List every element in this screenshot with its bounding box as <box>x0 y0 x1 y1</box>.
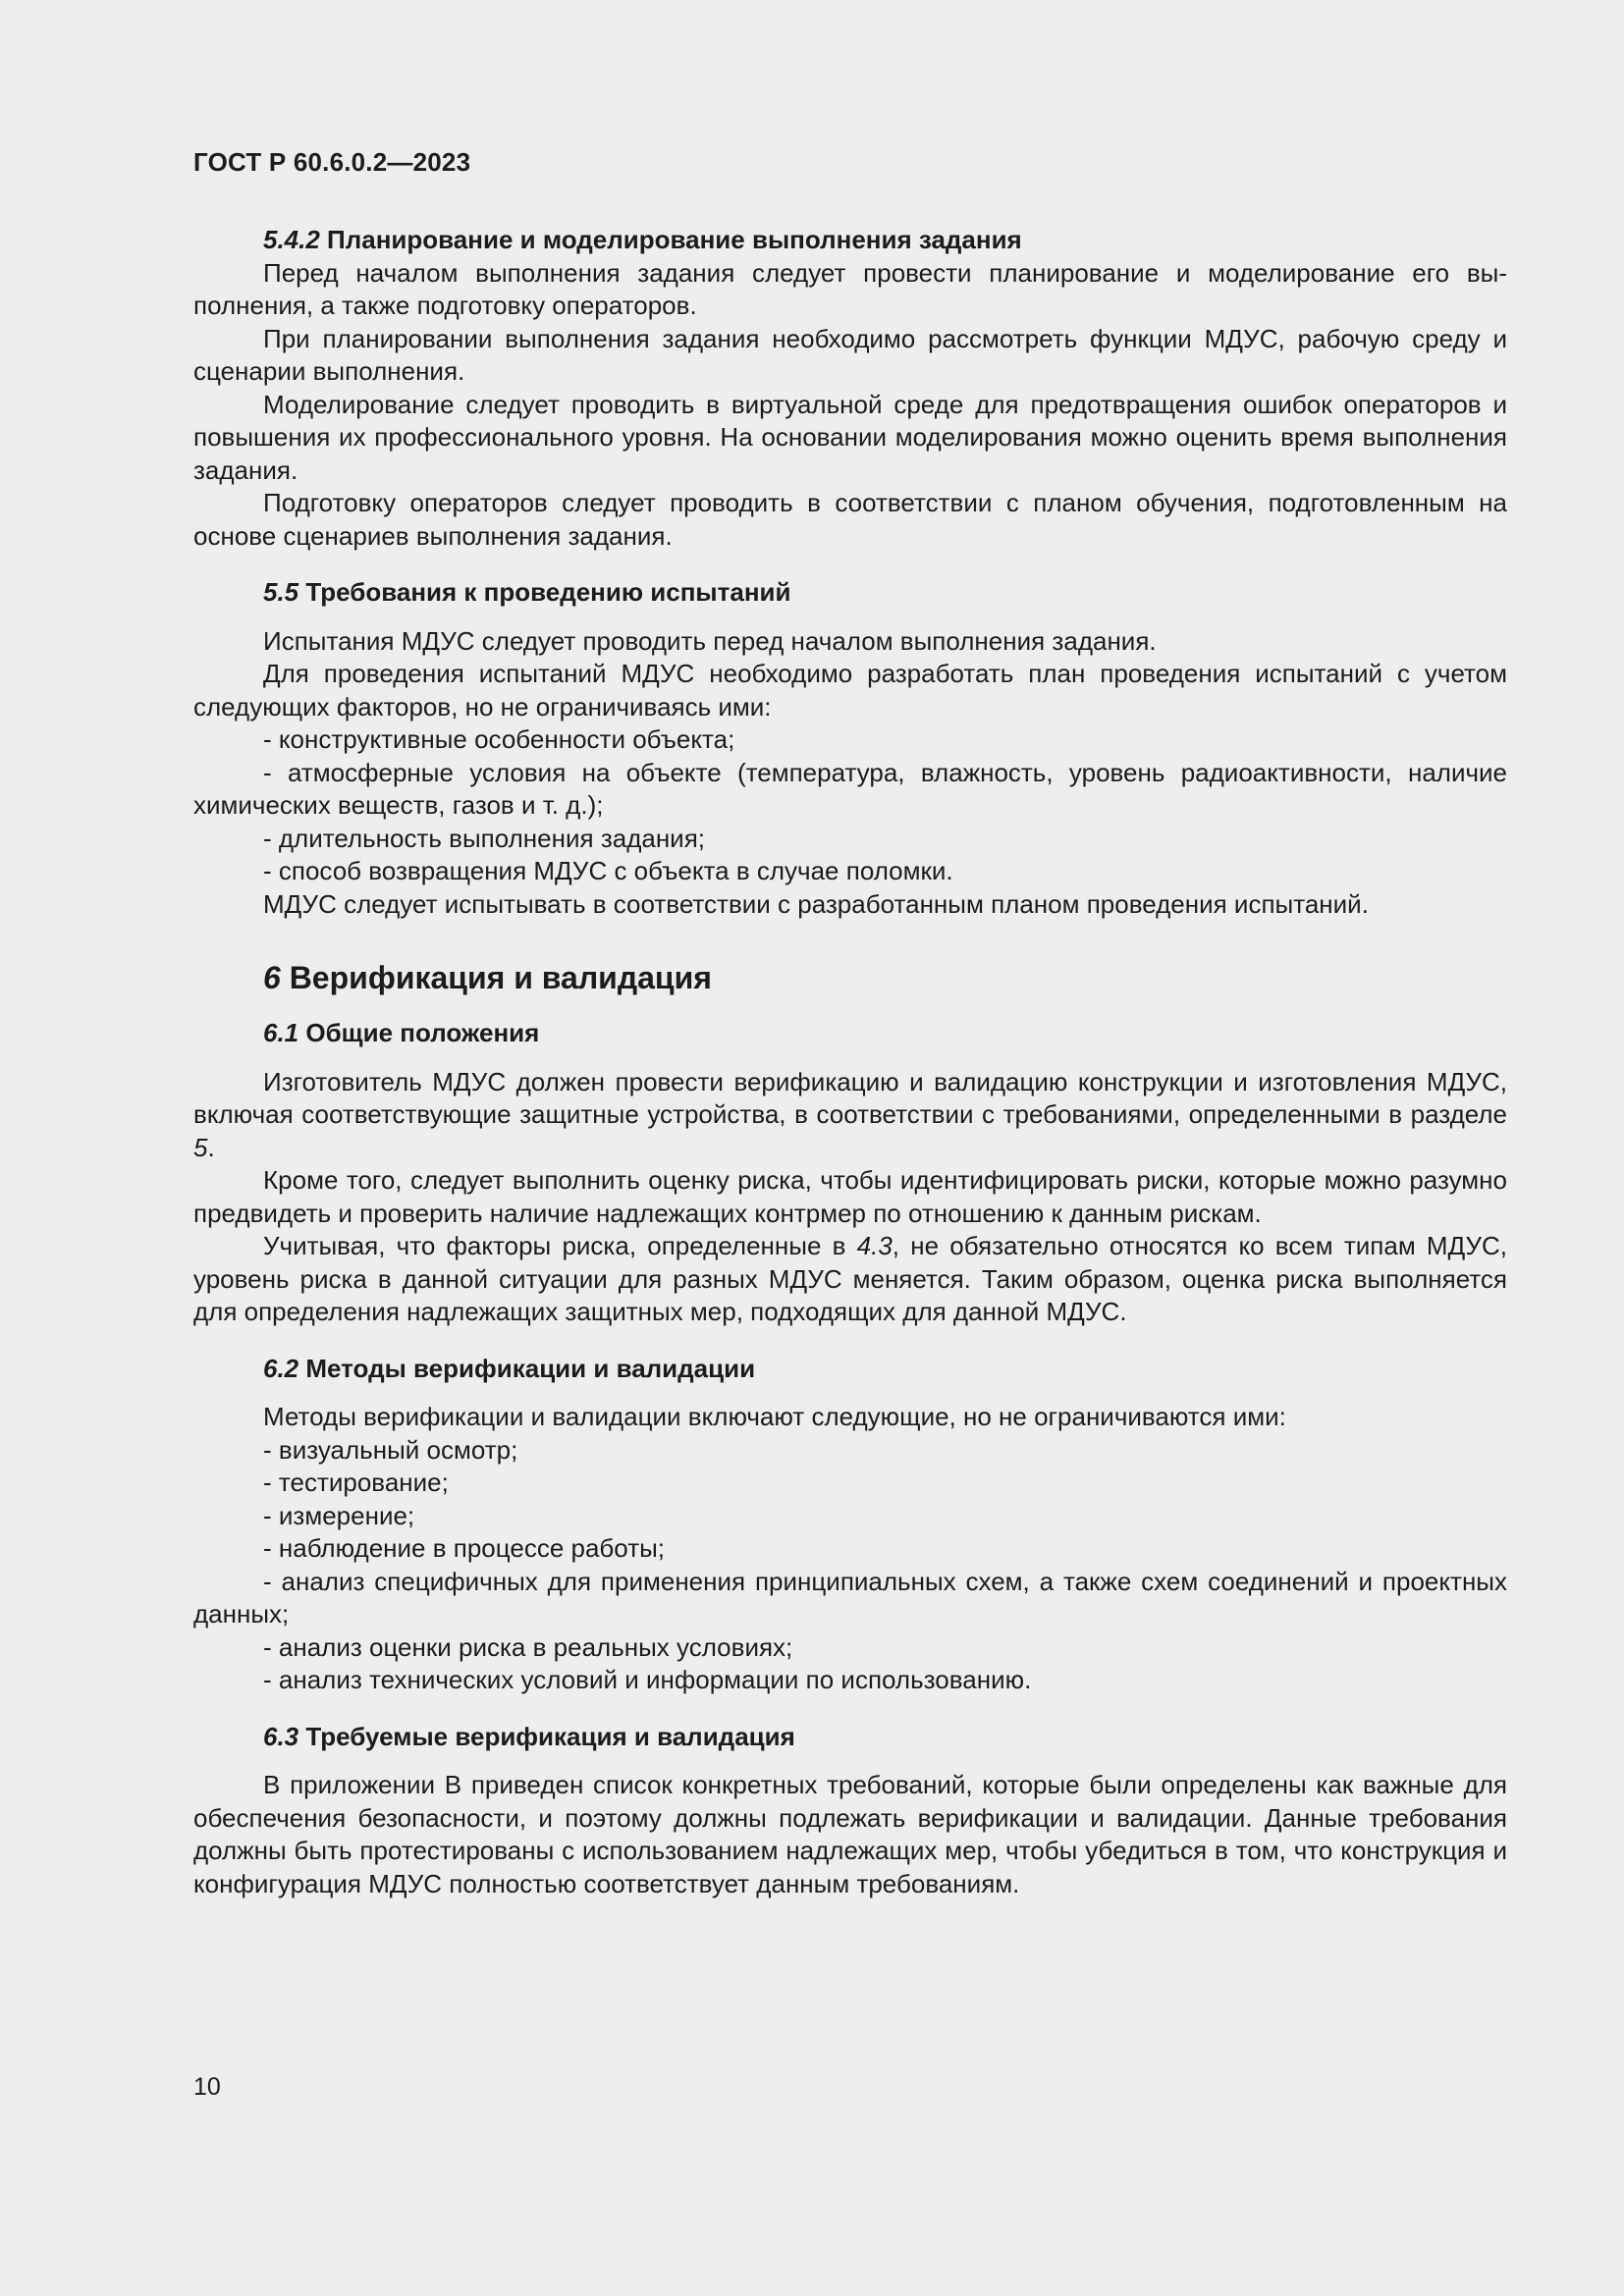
paragraph: Моделирование следует проводить в виртуальной среде для предотвращения ошибок операторов и повышения их профессионального уровня. На основании моделирования можно оценить время выполнения задания. <box>193 389 1507 485</box>
paragraph: В приложении В приведен список конкретных требований, которые были определены как важные для обеспечения безопасности, и поэтому должны подлежать верификации и валидации. Данные требования должны быть протестированы с использованием надлежащих мер, чтобы убедиться в том, что конструкция и конфигурация МДУС полностью соответствует данным требованиям. <box>193 1770 1507 1898</box>
paragraph-text: , не обязательно относятся ко всем типам МДУС, уровень риска в данной ситуации для разных МДУС меняется. Таким образом, оценка риска выполняется для определения надлежащих защитных мер, подходящих для данной МДУС. <box>193 1231 1507 1326</box>
section-number: 6.2 <box>263 1353 299 1383</box>
section-6-2-heading <box>193 1353 1507 1386</box>
section-title: Требуемые верификация и валидация <box>298 1721 795 1751</box>
paragraph <box>193 1066 1507 1165</box>
list-item: - визуальный осмотр; <box>263 1434 518 1465</box>
section-title: Общие положения <box>298 1018 540 1047</box>
list-item: - анализ оценки риска в реальных условиях; <box>263 1631 793 1662</box>
section-number: 6 <box>263 960 281 995</box>
document-body <box>193 224 1507 1900</box>
list-item: - наблюдение в процессе работы; <box>263 1533 666 1563</box>
list-item: - анализ специфичных для применения принципиальных схем, а также схем соединений и проектных данных; <box>193 1566 1507 1629</box>
paragraph: Перед началом выполнения задания следует провести планирование и моделирование его выполнения, а также подготовку операторов. <box>193 257 1507 320</box>
paragraph: МДУС следует испытывать в соответствии с разработанным планом проведения испытаний. <box>263 888 1369 919</box>
section-title: Требования к проведению испытаний <box>298 577 791 607</box>
section-6-heading <box>193 958 1507 997</box>
list-item: - способ возвращения МДУС с объекта в случае поломки. <box>263 856 953 885</box>
paragraph: При планировании выполнения задания необходимо рассмотреть функции МДУС, рабочую среду и сценарии выполнения. <box>193 323 1507 386</box>
paragraph: Кроме того, следует выполнить оценку риска, чтобы идентифицировать риски, которые можно разумно предвидеть и проверить наличие надлежащих контрмер по отношению к данным рискам. <box>193 1165 1507 1228</box>
paragraph-text: . <box>207 1132 215 1162</box>
section-number: 5.4.2 <box>263 225 320 254</box>
section-title: Методы верификации и валидации <box>298 1353 756 1383</box>
list-item: - атмосферные условия на объекте (температура, влажность, уровень радиоактивности, наличие химических веществ, газов и т. д.); <box>193 757 1507 820</box>
section-title: Верификация и валидация <box>280 960 712 995</box>
section-number: 6.3 <box>263 1721 299 1751</box>
paragraph: Подготовку операторов следует проводить в соответствии с планом обучения, подготовленным на основе сценариев выполнения задания. <box>193 488 1507 551</box>
paragraph-text: Изготовитель МДУС должен провести верификацию и валидацию конструкции и изготовления МДУС, включая соответствующие защитные устройства, в соответствии с требованиями, определенными в разделе <box>193 1066 1507 1129</box>
paragraph <box>193 1230 1507 1329</box>
document-header: ГОСТ Р 60.6.0.2—2023 <box>193 147 471 177</box>
list-item: - конструктивные особенности объекта; <box>263 724 735 754</box>
section-number: 6.1 <box>263 1018 299 1047</box>
section-5-5-heading <box>193 576 1507 610</box>
section-6-3-heading <box>193 1721 1507 1754</box>
paragraph: Методы верификации и валидации включают следующие, но не ограничиваются ими: <box>263 1402 1286 1431</box>
paragraph: Испытания МДУС следует проводить перед началом выполнения задания. <box>263 625 1157 656</box>
section-reference: 4.3 <box>856 1231 893 1260</box>
list-item: - тестирование; <box>263 1468 449 1497</box>
list-item: - анализ технических условий и информации по использованию. <box>263 1665 1032 1694</box>
section-number: 5.5 <box>263 577 299 607</box>
paragraph-text: Учитывая, что факторы риска, определенные в <box>263 1231 857 1260</box>
section-6-1-heading <box>193 1017 1507 1050</box>
section-title: Планирование и моделирование выполнения задания <box>319 225 1022 254</box>
list-item: - измерение; <box>263 1500 415 1530</box>
list-item: - длительность выполнения задания; <box>263 823 706 853</box>
paragraph: Для проведения испытаний МДУС необходимо разработать план проведения испытаний с учетом следующих факторов, но не ограничиваясь ими: <box>193 659 1507 721</box>
section-5-4-2-heading <box>193 224 1507 257</box>
page-number: 10 <box>193 2073 221 2101</box>
section-reference: 5 <box>193 1132 208 1162</box>
